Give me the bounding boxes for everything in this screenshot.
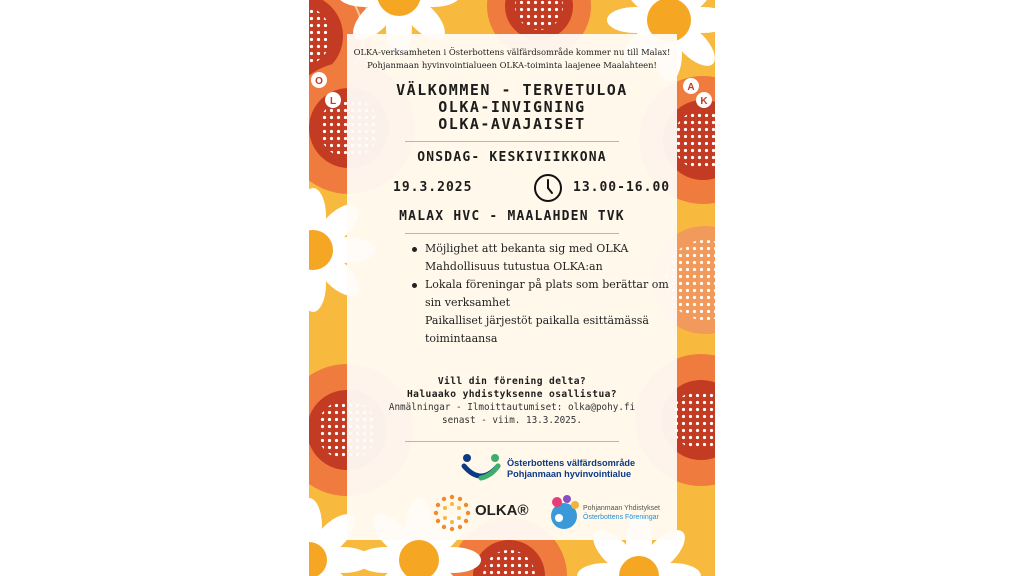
- cta-line-fi: Haluaako yhdistyksenne osallistua?: [407, 389, 617, 400]
- event-title: [347, 82, 677, 133]
- list-item: [411, 240, 673, 276]
- list-item-line: Paikalliset järjestöt paikalla esittämässä: [425, 314, 649, 327]
- associations-logo-text: [583, 504, 660, 522]
- registration-info: [347, 401, 677, 427]
- list-item: [411, 276, 673, 348]
- cta-line-sv: Vill din förening delta?: [437, 376, 587, 387]
- content-panel: [347, 34, 677, 540]
- event-venue: MALAX HVC - MAALAHDEN TVK: [399, 209, 625, 224]
- event-date: 19.3.2025: [393, 180, 473, 195]
- list-item-line: Mahdollisuus tutustua OLKA:an: [425, 260, 603, 273]
- list-item-line: toimintaansa: [425, 332, 498, 345]
- olka-logo-text: OLKA®: [475, 502, 529, 519]
- event-day: ONSDAG- KESKIVIIKKONA: [417, 150, 607, 165]
- call-to-action: [347, 375, 677, 401]
- clock-icon: [533, 173, 563, 203]
- olka-logo-icon: [433, 494, 471, 532]
- title-invigning: OLKA-INVIGNING: [438, 98, 586, 116]
- list-item-line: Lokala föreningar på plats som berättar om: [425, 278, 669, 291]
- registration-deadline: senast - viim. 13.3.2025.: [442, 415, 582, 426]
- decor-letter-o: O: [315, 76, 323, 87]
- associations-fi: Pohjanmaan Yhdistykset: [583, 505, 660, 512]
- list-item-line: Möjlighet att bekanta sig med OLKA: [425, 242, 629, 255]
- intro-line-fi: Pohjanmaan hyvinvointialueen OLKA-toiminta laajenee Maalahteen!: [367, 60, 657, 70]
- divider: [405, 233, 619, 234]
- program-list: [411, 240, 673, 348]
- wellbeing-region-fi: Pohjanmaan hyvinvointialue: [507, 469, 632, 479]
- decor-letter-l: L: [329, 96, 337, 107]
- decor-letter-k: K: [700, 96, 708, 107]
- intro-line-sv: OLKA-verksamheten i Österbottens välfärdsområde kommer nu till Malax!: [353, 47, 671, 57]
- wellbeing-region-logo-icon: [461, 452, 501, 482]
- associations-logo-icon: [547, 494, 581, 532]
- event-time: 13.00-16.00: [573, 180, 671, 195]
- title-welcome: VÄLKOMMEN - TERVETULOA: [396, 81, 628, 99]
- associations-sv: Österbottens Föreningar: [583, 514, 659, 521]
- title-avajaiset: OLKA-AVAJAISET: [438, 115, 586, 133]
- divider: [405, 441, 619, 442]
- event-poster: [309, 0, 715, 576]
- intro-text: [347, 46, 677, 72]
- list-item-line: sin verksamhet: [425, 296, 511, 309]
- divider: [405, 141, 619, 142]
- wellbeing-region-logo-text: [507, 458, 635, 480]
- wellbeing-region-sv: Österbottens välfärdsområde: [507, 458, 636, 468]
- decor-letter-a: A: [687, 82, 695, 93]
- registration-contact: Anmälningar - Ilmoittautumiset: olka@pohy.fi: [388, 402, 636, 413]
